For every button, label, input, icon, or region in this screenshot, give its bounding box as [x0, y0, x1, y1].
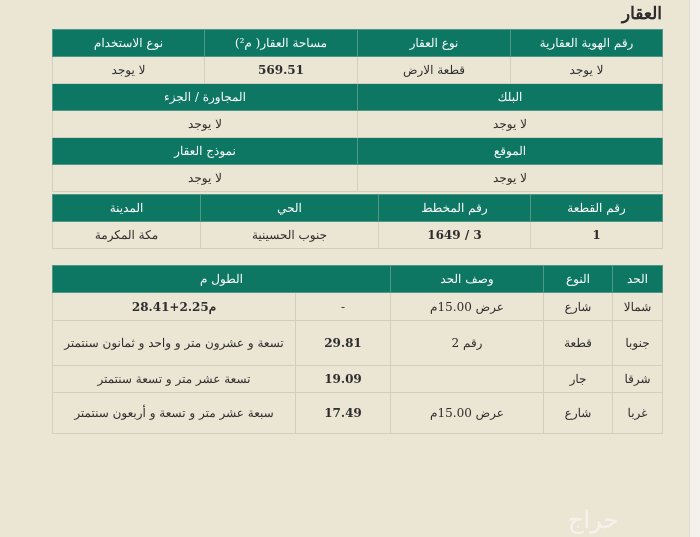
header-boundary: الحد [613, 266, 663, 293]
boundary-description: رقم 2 [391, 321, 544, 366]
header-property-area: مساحة العقار( م²) [205, 30, 358, 57]
header-plot-number: رقم القطعة [531, 195, 663, 222]
table-header-row [53, 30, 663, 57]
header-location: الموقع [358, 138, 663, 165]
boundary-length-text: تسعة و عشرون متر و واحد و ثمانون سنتمتر [53, 321, 296, 366]
header-city: المدينة [53, 195, 201, 222]
header-property-type: نوع العقار [358, 30, 511, 57]
table-header-row [53, 266, 663, 293]
boundary-type: شارع [544, 293, 613, 321]
boundary-length-text: م2.25+28.41 [53, 293, 296, 321]
value-city: مكة المكرمة [53, 222, 201, 249]
boundary-side: جنوبا [613, 321, 663, 366]
table-row [53, 222, 663, 249]
value-property-id: لا يوجد [511, 57, 663, 84]
value-scheme-number: 3 / 1649 [379, 222, 531, 249]
value-neighborhood-part: لا يوجد [53, 111, 358, 138]
table-row [53, 393, 663, 434]
value-location: لا يوجد [358, 165, 663, 192]
boundary-type: جار [544, 366, 613, 393]
boundary-length: - [296, 293, 391, 321]
header-usage-type: نوع الاستخدام [53, 30, 205, 57]
header-scheme-number: رقم المخطط [379, 195, 531, 222]
section-title: العقار [621, 4, 662, 24]
boundary-length: 29.81 [296, 321, 391, 366]
boundaries-table [52, 265, 663, 434]
header-type: النوع [544, 266, 613, 293]
table-header-row [53, 195, 663, 222]
header-block: البلك [358, 84, 663, 111]
header-neighborhood-part: المجاورة / الجزء [53, 84, 358, 111]
plot-info-table [52, 194, 663, 249]
boundary-description [391, 366, 544, 393]
boundary-side: شرقا [613, 366, 663, 393]
table-row [53, 57, 663, 84]
boundary-type: شارع [544, 393, 613, 434]
boundary-side: شمالا [613, 293, 663, 321]
table-row [53, 366, 663, 393]
header-boundary-description: وصف الحد [391, 266, 544, 293]
table-row [53, 321, 663, 366]
boundary-description: عرض 15.00م [391, 293, 544, 321]
table-row [53, 165, 663, 192]
right-edge-strip [689, 0, 700, 537]
boundary-length: 17.49 [296, 393, 391, 434]
table-row [53, 111, 663, 138]
header-property-id: رقم الهوية العقارية [511, 30, 663, 57]
header-district: الحي [201, 195, 379, 222]
property-info-table [52, 29, 663, 192]
boundary-length-text: سبعة عشر متر و تسعة و أربعون سنتمتر [53, 393, 296, 434]
header-length: الطول م [53, 266, 391, 293]
boundary-length-text: تسعة عشر متر و تسعة سنتمتر [53, 366, 296, 393]
value-property-type: قطعة الارض [358, 57, 511, 84]
value-block: لا يوجد [358, 111, 663, 138]
boundary-length: 19.09 [296, 366, 391, 393]
table-header-row [53, 138, 663, 165]
value-plot-number: 1 [531, 222, 663, 249]
boundary-type: قطعة [544, 321, 613, 366]
watermark-logo: حراج [568, 505, 619, 534]
value-district: جنوب الحسينية [201, 222, 379, 249]
boundary-side: غربا [613, 393, 663, 434]
value-property-model: لا يوجد [53, 165, 358, 192]
value-property-area: 569.51 [205, 57, 358, 84]
table-row [53, 293, 663, 321]
table-header-row [53, 84, 663, 111]
boundary-description: عرض 15.00م [391, 393, 544, 434]
header-property-model: نموذج العقار [53, 138, 358, 165]
value-usage-type: لا يوجد [53, 57, 205, 84]
